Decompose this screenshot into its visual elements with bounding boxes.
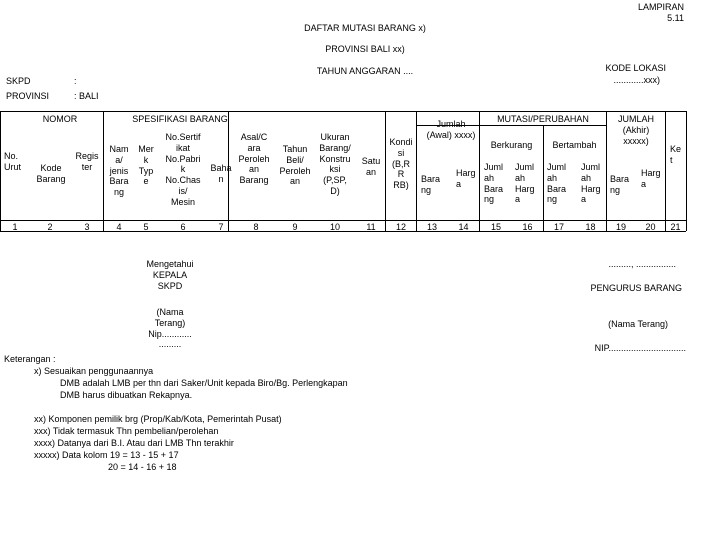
col-tahun: Tahun Beli/ Peroleh an bbox=[279, 144, 311, 187]
col-asal: Asal/C ara Peroleh an Barang bbox=[238, 132, 270, 186]
group-spesifikasi: SPESIFIKASI BARANG bbox=[132, 114, 228, 124]
group-nomor: NOMOR bbox=[42, 114, 78, 124]
note-line: DMB harus dibuatkan Rekapnya. bbox=[60, 390, 193, 400]
col-number: 14 bbox=[458, 222, 469, 232]
col-merk: Mer k Typ e bbox=[138, 144, 154, 187]
kode-lokasi-value: ............xxx) bbox=[613, 75, 660, 85]
col-number: 21 bbox=[670, 222, 681, 232]
col-ukuran: Ukuran Barang/ Konstru ksi (P,SP, D) bbox=[319, 132, 351, 196]
note-line: xxx) Tidak termasuk Thn pembelian/perolehan bbox=[34, 426, 219, 436]
note-line: xxxxx) Data kolom 19 = 13 - 15 + 17 bbox=[34, 450, 179, 460]
skpd-label: SKPD bbox=[6, 76, 31, 86]
col-number: 1 bbox=[12, 222, 18, 232]
col-number: 15 bbox=[490, 222, 501, 232]
col-register: Regis ter bbox=[75, 151, 99, 172]
skpd-value: : bbox=[74, 76, 77, 86]
signature-right-title: PENGURUS BARANG bbox=[590, 283, 682, 293]
sub-bertambah: Bertambah bbox=[552, 140, 597, 150]
col-no-sertifikat: No.Sertif ikat No.Pabri k No.Chas is/ Mesin bbox=[165, 132, 201, 207]
col-akhir-barang: Bara ng bbox=[610, 174, 630, 195]
col-number: 4 bbox=[116, 222, 122, 232]
signature-left-title: Mengetahui KEPALA SKPD bbox=[146, 259, 194, 291]
signature-left-name: (Nama Terang) Nip............ ......... bbox=[148, 307, 192, 350]
title-line-3: TAHUN ANGGARAN .... bbox=[316, 65, 414, 76]
col-number: 5 bbox=[143, 222, 149, 232]
provinsi-label: PROVINSI bbox=[6, 91, 50, 101]
col-satuan: Satu an bbox=[361, 156, 381, 177]
col-berkurang-jumlah-harga: Juml ah Harg a bbox=[515, 162, 535, 205]
group-jumlah-akhir: JUMLAH (Akhir) xxxxx) bbox=[617, 114, 654, 146]
lampiran-label: LAMPIRAN bbox=[637, 2, 684, 12]
col-kode-barang: Kode Barang bbox=[36, 163, 66, 184]
col-keterangan: Ke t bbox=[670, 144, 682, 165]
col-awal-harga: Harg a bbox=[456, 168, 476, 189]
col-number: 8 bbox=[253, 222, 259, 232]
col-number: 16 bbox=[522, 222, 533, 232]
col-bertambah-jumlah-harga: Juml ah Harg a bbox=[581, 162, 601, 205]
provinsi-value: : BALI bbox=[74, 91, 99, 101]
col-number: 3 bbox=[84, 222, 90, 232]
col-no-urut: No. Urut bbox=[4, 151, 22, 172]
col-number: 7 bbox=[218, 222, 224, 232]
note-line: xx) Komponen pemilik brg (Prop/Kab/Kota, Pemerintah Pusat) bbox=[34, 414, 282, 424]
sub-berkurang: Berkurang bbox=[490, 140, 533, 150]
note-line: 20 = 14 - 16 + 18 bbox=[108, 462, 177, 472]
col-number: 11 bbox=[366, 222, 376, 232]
col-akhir-harga: Harg a bbox=[641, 168, 661, 189]
note-line: xxxx) Datanya dari B.I. Atau dari LMB Thn terakhir bbox=[34, 438, 234, 448]
col-jumlah-awal: Jumlah (Awal) xxxx) bbox=[426, 119, 476, 140]
col-nama-jenis: Nam a/ jenis Bara ng bbox=[109, 144, 129, 198]
col-awal-barang: Bara ng bbox=[421, 174, 441, 195]
signature-right-name: (Nama Terang) bbox=[608, 319, 668, 329]
col-number: 18 bbox=[585, 222, 596, 232]
notes-heading: Keterangan : bbox=[4, 354, 56, 364]
col-number: 13 bbox=[426, 222, 437, 232]
col-number: 20 bbox=[645, 222, 656, 232]
title-line-1: DAFTAR MUTASI BARANG x) bbox=[304, 22, 426, 33]
col-number: 2 bbox=[47, 222, 53, 232]
document-title bbox=[265, 12, 465, 77]
col-number: 9 bbox=[292, 222, 298, 232]
signature-right-nip: NIP............................... bbox=[594, 343, 686, 353]
col-number: 19 bbox=[615, 222, 626, 232]
col-number: 17 bbox=[553, 222, 564, 232]
col-bertambah-jumlah-barang: Juml ah Bara ng bbox=[547, 162, 567, 205]
lampiran-number: 5.11 bbox=[667, 13, 684, 23]
col-number: 10 bbox=[329, 222, 340, 232]
col-number: 12 bbox=[395, 222, 406, 232]
col-berkurang-jumlah-barang: Juml ah Bara ng bbox=[484, 162, 504, 205]
group-mutasi: MUTASI/PERUBAHAN bbox=[497, 114, 589, 124]
signature-right-date: ........., ................ bbox=[608, 259, 676, 269]
col-bahan: Baha n bbox=[210, 163, 232, 184]
col-kondisi: Kondi si (B,R R RB) bbox=[389, 137, 413, 191]
title-line-2: PROVINSI BALI xx) bbox=[325, 44, 405, 55]
note-line: DMB adalah LMB per thn dari Saker/Unit kepada Biro/Bg. Perlengkapan bbox=[60, 378, 348, 388]
note-line: x) Sesuaikan penggunaannya bbox=[34, 366, 154, 376]
kode-lokasi-label: KODE LOKASI bbox=[605, 63, 666, 73]
col-number: 6 bbox=[180, 222, 186, 232]
